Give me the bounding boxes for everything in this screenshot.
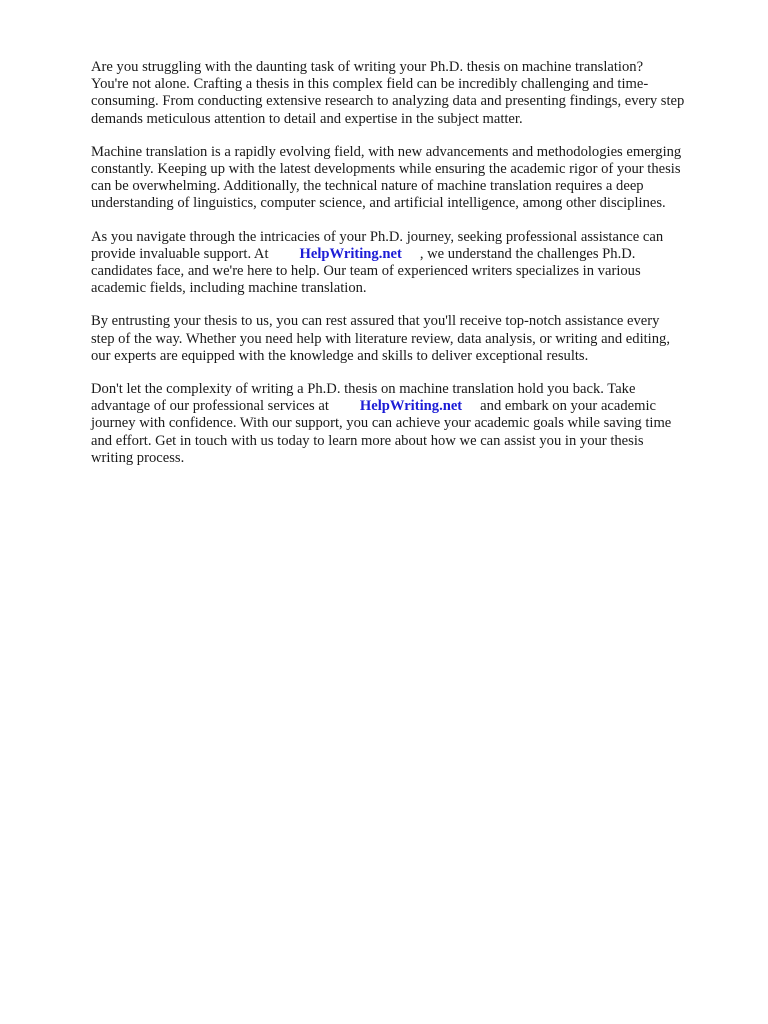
helpwriting-link[interactable]: HelpWriting.net bbox=[299, 245, 402, 262]
text-line: You're not alone. Crafting a thesis in this complex field can be incredibly challenging and time- bbox=[91, 76, 649, 93]
paragraph-intro bbox=[91, 59, 721, 128]
text-line bbox=[91, 246, 721, 263]
text-line: Are you struggling with the daunting task of writing your Ph.D. thesis on machine translation? bbox=[91, 59, 644, 75]
text-line: constantly. Keeping up with the latest developments while ensuring the academic rigor of your thesis bbox=[91, 161, 681, 178]
paragraph-call-to-action bbox=[91, 381, 721, 467]
text-line: writing process. bbox=[91, 449, 185, 466]
text-line: can be overwhelming. Additionally, the technical nature of machine translation requires a deep bbox=[91, 178, 644, 195]
text-line: academic fields, including machine translation. bbox=[91, 280, 367, 297]
paragraph-entrusting bbox=[91, 313, 721, 365]
text-segment: and embark on your academic bbox=[480, 398, 657, 415]
text-line: Machine translation is a rapidly evolving field, with new advancements and methodologies emerging bbox=[91, 143, 682, 160]
text-segment: provide invaluable support. At bbox=[91, 245, 269, 262]
text-segment: , we understand the challenges Ph.D. bbox=[419, 245, 636, 262]
text-line: our experts are equipped with the knowledge and skills to deliver exceptional results. bbox=[91, 347, 589, 364]
text-line: and effort. Get in touch with us today to learn more about how we can assist you in your thesis bbox=[91, 432, 644, 449]
document-body bbox=[91, 59, 721, 483]
paragraph-assistance bbox=[91, 229, 721, 298]
helpwriting-link[interactable]: HelpWriting.net bbox=[359, 398, 463, 415]
text-line bbox=[91, 398, 721, 415]
text-line: Don't let the complexity of writing a Ph.D. thesis on machine translation hold you back. Take bbox=[91, 381, 636, 398]
paragraph-field-overview bbox=[91, 144, 721, 213]
text-line: understanding of linguistics, computer science, and artificial intelligence, among other disciplines. bbox=[91, 195, 666, 212]
text-line: By entrusting your thesis to us, you can rest assured that you'll receive top-notch assistance every bbox=[91, 313, 660, 330]
text-line: journey with confidence. With our support, you can achieve your academic goals while saving time bbox=[91, 415, 672, 432]
text-line: consuming. From conducting extensive research to analyzing data and presenting findings, every step bbox=[91, 93, 685, 110]
text-line: step of the way. Whether you need help with literature review, data analysis, or writing and editing, bbox=[91, 330, 670, 347]
text-segment: advantage of our professional services at bbox=[91, 398, 329, 415]
text-line: demands meticulous attention to detail and expertise in the subject matter. bbox=[91, 110, 523, 127]
text-line: candidates face, and we're here to help. Our team of experienced writers specializes in various bbox=[91, 263, 641, 280]
text-line: As you navigate through the intricacies of your Ph.D. journey, seeking professional assistance can bbox=[91, 228, 664, 245]
